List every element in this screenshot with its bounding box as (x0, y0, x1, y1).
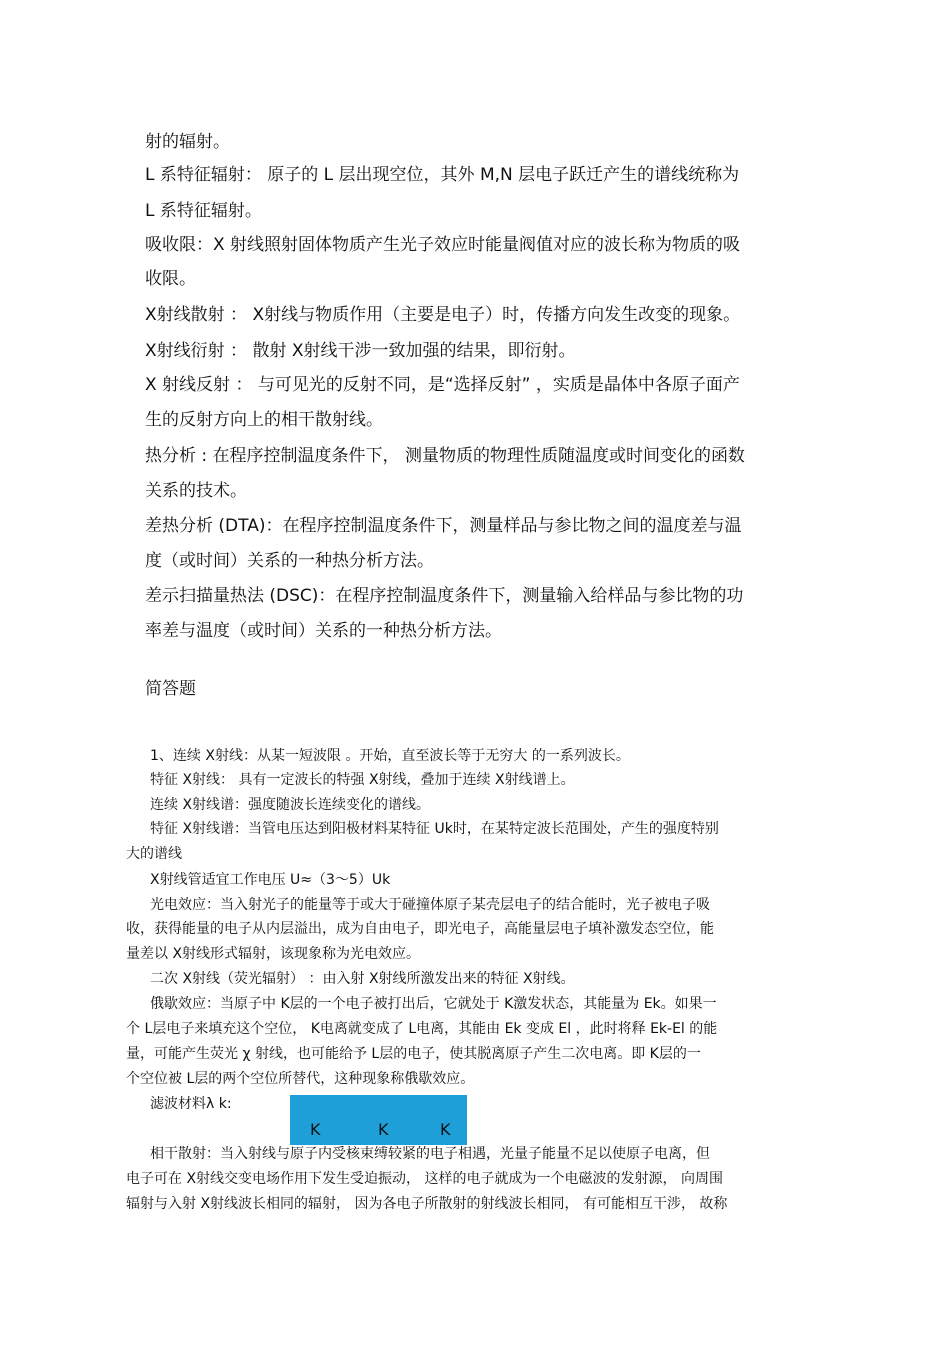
answer-line: 收，获得能量的电子从内层溢出，成为自由电子，即光电子，高能量层电子填补激发态空位，能 (126, 921, 714, 937)
definition-line: 生的反射方向上的相干散射线。 (145, 410, 383, 430)
definition-line: 度（或时间）关系的一种热分析方法。 (145, 551, 434, 571)
answer-line: 大的谱线 (126, 846, 182, 862)
definition-line: 关系的技术。 (145, 481, 247, 501)
section-title: 简答题 (145, 679, 196, 699)
filter-k-label: K (440, 1120, 451, 1139)
filter-k-label: K (378, 1120, 389, 1139)
answer-line: X射线管适宜工作电压 U≈（3～5）Uk (150, 872, 391, 888)
definition-line: X 射线反射 ： 与可见光的反射不同，是“选择反射” ，实质是晶体中各原子面产 (145, 375, 740, 395)
answer-line: 量，可能产生荧光 χ 射线，也可能给予 L层的电子，使其脱离原子产生二次电离。即 K层的一 (126, 1046, 701, 1062)
definition-line: L 系特征辐射： 原子的 L 层出现空位，其外 M,N 层电子跃迁产生的谱线统称为 (145, 165, 740, 185)
definition-line: 射的辐射。 (145, 132, 230, 152)
answer-line: 相干散射：当入射线与原子内受核束缚较紧的电子相遇，光量子能量不足以使原子电离，但 (150, 1146, 710, 1162)
definition-line: 收限。 (145, 269, 196, 289)
answer-line: 光电效应：当入射光子的能量等于或大于碰撞体原子某壳层电子的结合能时，光子被电子吸 (150, 897, 710, 913)
answer-line: 俄歇效应：当原子中 K层的一个电子被打出后，它就处于 K激发状态，其能量为 Ek。如果一 (150, 996, 717, 1012)
definition-line: X射线衍射 ： 散射 X射线干涉一致加强的结果，即衍射。 (145, 341, 576, 361)
definition-line: L 系特征辐射。 (145, 201, 262, 221)
answer-line: 特征 X射线： 具有一定波长的特强 X射线，叠加于连续 X射线谱上。 (150, 772, 575, 788)
answer-line: 二次 X射线（荧光辐射） ：由入射 X射线所激发出来的特征 X射线。 (150, 971, 575, 987)
answer-line: 特征 X射线谱：当管电压达到阳极材料某特征 Uk时，在某特定波长范围处，产生的强度特别 (150, 821, 719, 837)
definition-line: 率差与温度（或时间）关系的一种热分析方法。 (145, 621, 502, 641)
definition-line: X射线散射 ： X射线与物质作用（主要是电子）时，传播方向发生改变的现象。 (145, 305, 741, 325)
definition-line: 差热分析 (DTA)：在程序控制温度条件下，测量样品与参比物之间的温度差与温 (145, 516, 742, 536)
definition-line: 热分析 : 在程序控制温度条件下， 测量物质的物理性质随温度或时间变化的函数 (145, 446, 745, 466)
definition-line: 差示扫描量热法 (DSC)：在程序控制温度条件下，测量输入给样品与参比物的功 (145, 586, 744, 606)
filter-material-label: 滤波材料λ k: (150, 1096, 232, 1112)
filter-k-label: K (310, 1120, 321, 1139)
answer-line: 电子可在 X射线交变电场作用下发生受迫振动， 这样的电子就成为一个电磁波的发射源， 向周围 (126, 1171, 723, 1187)
answer-line: 量差以 X射线形式辐射，该现象称为光电效应。 (126, 946, 421, 962)
answer-line: 个空位被 L层的两个空位所替代，这种现象称俄歇效应。 (126, 1071, 475, 1087)
answer-line: 1、连续 X射线：从某一短波限 。开始，直至波长等于无穷大 的一系列波长。 (150, 748, 630, 764)
answer-line: 辐射与入射 X射线波长相同的辐射， 因为各电子所散射的射线波长相同， 有可能相互干涉， 故称 (126, 1196, 728, 1212)
definition-line: 吸收限：X 射线照射固体物质产生光子效应时能量阀值对应的波长称为物质的吸 (145, 235, 741, 255)
answer-line: 个 L层电子来填充这个空位， K电离就变成了 L电离，其能由 Ek 变成 El ，此时将释 Ek-El 的能 (126, 1021, 718, 1037)
answer-line: 连续 X射线谱：强度随波长连续变化的谱线。 (150, 797, 431, 813)
